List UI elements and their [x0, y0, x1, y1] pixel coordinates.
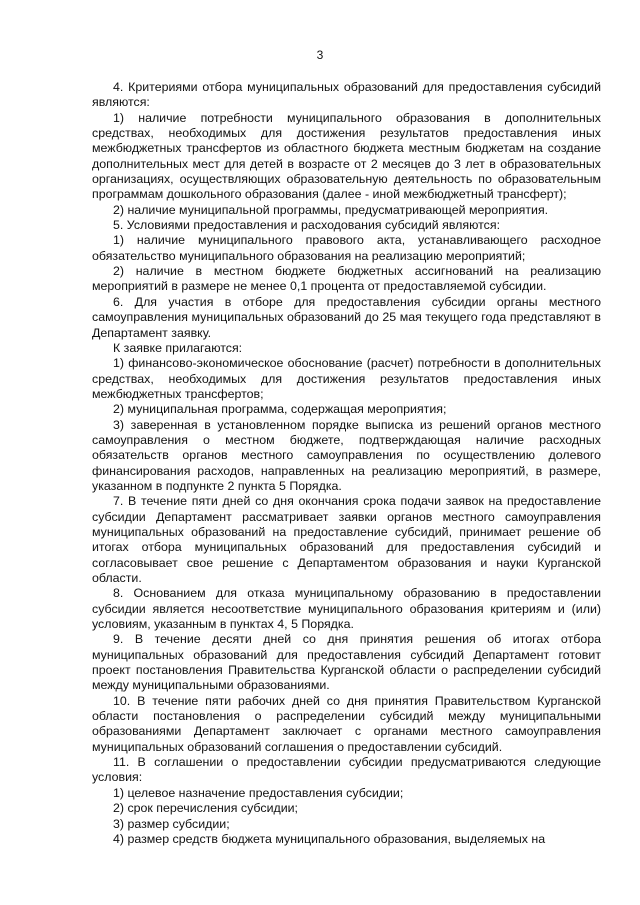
- paragraph: 1) целевое назначение предоставления субсидии;: [113, 785, 404, 800]
- paragraph: 3) заверенная в установленном порядке выписка из решений органов местного самоуправления о местном бюджете, подтверждающая наличие расходных обязательств органов местного самоуправления по осуществлению долевого финансирования расходов, направленных на реализацию мероприятий, в размере, указанном в подпункте 2 пункта 5 Порядка.: [92, 417, 601, 493]
- paragraph: 7. В течение пяти дней со дня окончания срока подачи заявок на предоставление субсидии Департамент рассматривает заявки органов местного самоуправления муниципальных образований на предоставление субсидий, принимает решение об итогах отбора муниципальных образований для предоставления субсидий и согласовывает свое решение с Департаментом образования и науки Курганской области.: [92, 494, 601, 585]
- paragraph: 2) наличие в местном бюджете бюджетных ассигнований на реализацию мероприятий в размере не менее 0,1 процента от предоставляемой субсидии.: [92, 264, 601, 294]
- paragraph: 1) наличие муниципального правового акта, устанавливающего расходное обязательство муниципального образования на реализацию мероприятий;: [92, 233, 601, 263]
- paragraph: 1) наличие потребности муниципального образования в дополнительных средствах, необходимых для достижения результатов предоставления иных межбюджетных трансфертов из областного бюджета местным бюджетам на создание дополнительных мест для детей в возрасте от 2 месяцев до 3 лет в образовательных организациях, осуществляющих образовательную деятельность по образовательным программам дошкольного образования (далее - иной межбюджетный трансферт);: [92, 110, 601, 202]
- paragraph: 10. В течение пяти рабочих дней со дня принятия Правительством Курганской области постановления о распределении субсидий между муниципальными образованиями Департамент заключает с органами местного самоуправления муниципальных образований соглашения о предоставлении субсидий.: [92, 693, 601, 754]
- paragraph: 5. Условиями предоставления и расходования субсидий являются:: [113, 218, 501, 233]
- paragraph: 4. Критериями отбора муниципальных образований для предоставления субсидий являются:: [92, 80, 601, 110]
- paragraph: 4) размер средств бюджета муниципального образования, выделяемых на: [113, 831, 546, 846]
- paragraph: 2) срок перечисления субсидии;: [113, 801, 299, 816]
- paragraph: 11. В соглашении о предоставлении субсидии предусматриваются следующие условия:: [92, 755, 601, 785]
- paragraph: 8. Основанием для отказа муниципальному образованию в предоставлении субсидии является несоответствие муниципального образования критериям и (или) условиям, указанным в пунктах 4, 5 Порядка.: [92, 586, 601, 632]
- paragraph: К заявке прилагаются:: [113, 340, 243, 355]
- paragraph: 6. Для участия в отборе для предоставления субсидии органы местного самоуправления муниципальных образований до 25 мая текущего года представляют в Департамент заявку.: [92, 294, 601, 340]
- paragraph: 3) размер субсидии;: [113, 816, 230, 831]
- paragraph: 1) финансово-экономическое обоснование (расчет) потребности в дополнительных средствах, необходимых для достижения результатов предоставления иных межбюджетных трансфертов;: [92, 356, 601, 401]
- page-number: 3: [316, 48, 324, 62]
- document-body: [92, 80, 601, 847]
- paragraph: 2) наличие муниципальной программы, предусматривающей мероприятия.: [113, 202, 549, 217]
- paragraph: 9. В течение десяти дней со дня принятия решения об итогах отбора муниципальных образований для предоставления субсидий Департамент готовит проект постановления Правительства Курганской области о распределении субсидий между муниципальными образованиями.: [92, 632, 601, 693]
- paragraph: 2) муниципальная программа, содержащая мероприятия;: [113, 402, 447, 417]
